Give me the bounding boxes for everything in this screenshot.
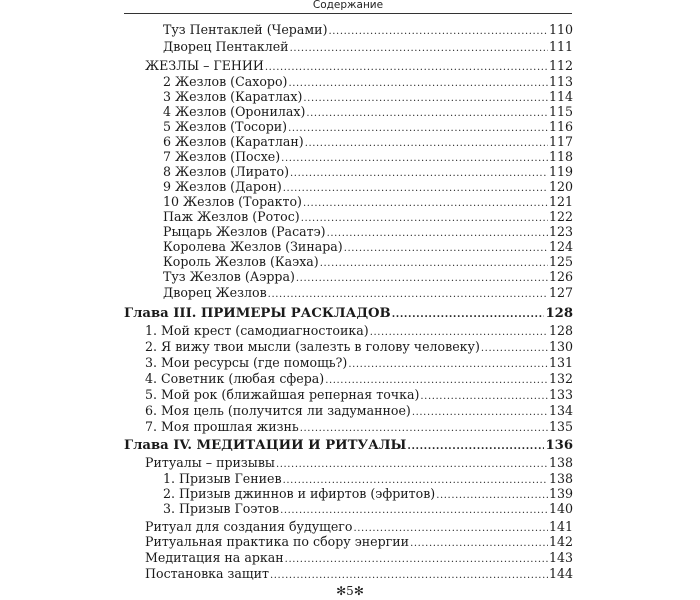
- toc-entry: [145, 519, 573, 534]
- toc-entry-page: 138: [548, 471, 573, 486]
- toc-entry-title: 10 Жезлов (Торакто): [163, 194, 302, 209]
- toc-entry-page: 141: [548, 519, 573, 534]
- toc-chapter-entry: [124, 438, 573, 453]
- toc-entry-page: 110: [548, 22, 573, 37]
- toc-entry-page: 128: [545, 306, 573, 321]
- toc-entry-page: 128: [548, 323, 573, 338]
- toc-entry-page: 125: [548, 254, 573, 269]
- toc-entry-title: 9 Жезлов (Дарон): [163, 179, 282, 194]
- toc-entry: [163, 194, 573, 209]
- toc-entry-page: 127: [548, 285, 573, 300]
- toc-entry-page: 144: [548, 566, 573, 581]
- toc-entry-title: 7. Моя прошлая жизнь: [145, 419, 299, 434]
- toc-entry-title: Паж Жезлов (Ротос): [163, 209, 300, 224]
- toc-entry-page: 122: [548, 209, 573, 224]
- toc-entry-title: Ритуал для создания будущего: [145, 519, 353, 534]
- toc-entry: [163, 74, 573, 89]
- toc-entry-title: 5 Жезлов (Тосори): [163, 119, 288, 134]
- toc-entry: [163, 501, 573, 516]
- toc-entry: [163, 119, 573, 134]
- toc-entry: [163, 486, 573, 501]
- toc-entry-page: 118: [548, 149, 573, 164]
- toc-entry-page: 136: [545, 438, 573, 453]
- toc-entry-title: 6 Жезлов (Каратлан): [163, 134, 304, 149]
- toc-entry: [163, 254, 573, 269]
- toc-entry-title: Дворец Жезлов: [163, 285, 267, 300]
- toc-entry-title: Ритуальная практика по сбору энергии: [145, 534, 410, 549]
- toc-entry-page: 134: [548, 403, 573, 418]
- toc-entry-page: 130: [548, 339, 573, 354]
- toc-entry-title: Королева Жезлов (Зинара): [163, 239, 343, 254]
- toc-entry: [163, 134, 573, 149]
- toc-entry-title: 2 Жезлов (Сахоро): [163, 74, 288, 89]
- running-header: Содержание: [124, 0, 572, 14]
- toc-entry-title: 6. Моя цель (получится ли задуманное): [145, 403, 411, 418]
- toc-entry-title: Медитация на аркан: [145, 550, 284, 565]
- toc-entry-title: 4. Советник (любая сфера): [145, 371, 325, 386]
- ornament-right-icon: ✻: [353, 584, 364, 598]
- toc-entry-title: 3. Мои ресурсы (где помощь?): [145, 355, 348, 370]
- toc-entry-title: Рыцарь Жезлов (Расатэ): [163, 224, 326, 239]
- toc-entry: [145, 355, 573, 370]
- toc-entry-title: 4 Жезлов (Оронилах): [163, 104, 306, 119]
- toc-entry: [163, 285, 573, 300]
- toc-entry-page: 123: [548, 224, 573, 239]
- toc-entry-page: 111: [548, 39, 573, 54]
- toc-entry-page: 115: [548, 104, 573, 119]
- toc-entry: [145, 339, 573, 354]
- toc-entry: [163, 471, 573, 486]
- toc-entry-title: Глава IV. МЕДИТАЦИИ И РИТУАЛЫ: [124, 438, 407, 453]
- toc-entry: [145, 387, 573, 402]
- toc-entry-title: Глава III. ПРИМЕРЫ РАСКЛАДОВ: [124, 306, 391, 321]
- toc-entry-page: 113: [548, 74, 573, 89]
- page-number: 5: [346, 584, 354, 598]
- toc-entry: [163, 209, 573, 224]
- toc-entry-title: Король Жезлов (Каэха): [163, 254, 319, 269]
- toc-entry-page: 117: [548, 134, 573, 149]
- toc-entry-title: 1. Мой крест (самодиагностоика): [145, 323, 369, 338]
- toc-entry-page: 135: [548, 419, 573, 434]
- toc-entry-title: 3. Призыв Гоэтов: [163, 501, 280, 516]
- toc-entry-title: 3 Жезлов (Каратлах): [163, 89, 303, 104]
- toc-entry-title: ЖЕЗЛЫ – ГЕНИИ: [145, 58, 264, 73]
- toc-entry: [145, 371, 573, 386]
- toc-entry: [163, 224, 573, 239]
- toc-entry-title: Дворец Пентаклей: [163, 39, 289, 54]
- toc-entry-title: Постановка защит: [145, 566, 269, 581]
- toc-entry: [145, 550, 573, 565]
- page-footer: [0, 584, 700, 598]
- toc-entry: [163, 149, 573, 164]
- toc-entry-title: Ритуалы – призывы: [145, 455, 275, 470]
- toc-entry-page: 112: [548, 58, 573, 73]
- ornament-left-icon: ✻: [336, 584, 347, 598]
- toc-entry: [145, 566, 573, 581]
- toc-entry: [163, 179, 573, 194]
- toc-entry-page: 121: [548, 194, 573, 209]
- toc-entry: [145, 323, 573, 338]
- toc-entry-page: 126: [548, 269, 573, 284]
- toc-entry: [163, 269, 573, 284]
- toc-chapter-entry: [124, 306, 573, 321]
- toc-entry-page: 133: [548, 387, 573, 402]
- toc-entry-page: 139: [548, 486, 573, 501]
- toc-entry: [163, 22, 573, 37]
- toc-entry-page: 131: [548, 355, 573, 370]
- toc-entry-page: 143: [548, 550, 573, 565]
- toc-entry-page: 132: [548, 371, 573, 386]
- toc-entry-page: 120: [548, 179, 573, 194]
- toc-entry-title: Туз Жезлов (Аэрра): [163, 269, 295, 284]
- toc-entry-title: 8 Жезлов (Лирато): [163, 164, 290, 179]
- toc-entry: [163, 39, 573, 54]
- toc-entry-page: 114: [548, 89, 573, 104]
- toc-entry: [145, 419, 573, 434]
- toc-entry-title: 2. Призыв джиннов и ифиртов (эфритов): [163, 486, 436, 501]
- toc-entry-page: 116: [548, 119, 573, 134]
- toc-entry-page: 124: [548, 239, 573, 254]
- toc-entry: [145, 455, 573, 470]
- toc-entry: [145, 534, 573, 549]
- toc-entry-title: 7 Жезлов (Посхе): [163, 149, 281, 164]
- toc-entry: [163, 89, 573, 104]
- toc-entry-title: 5. Мой рок (ближайшая реперная точка): [145, 387, 420, 402]
- toc-entry-page: 142: [548, 534, 573, 549]
- toc-entry: [163, 239, 573, 254]
- toc-entry: [163, 104, 573, 119]
- toc-entry-title: 1. Призыв Гениев: [163, 471, 282, 486]
- toc-entry-title: 2. Я вижу твои мысли (залезть в голову человеку): [145, 339, 480, 354]
- toc-entry: [145, 403, 573, 418]
- toc-entry: [163, 164, 573, 179]
- toc-entry-title: Туз Пентаклей (Черами): [163, 22, 328, 37]
- toc-entry-page: 140: [548, 501, 573, 516]
- toc-entry: [145, 58, 573, 73]
- toc-entry-page: 138: [548, 455, 573, 470]
- toc-entry-page: 119: [548, 164, 573, 179]
